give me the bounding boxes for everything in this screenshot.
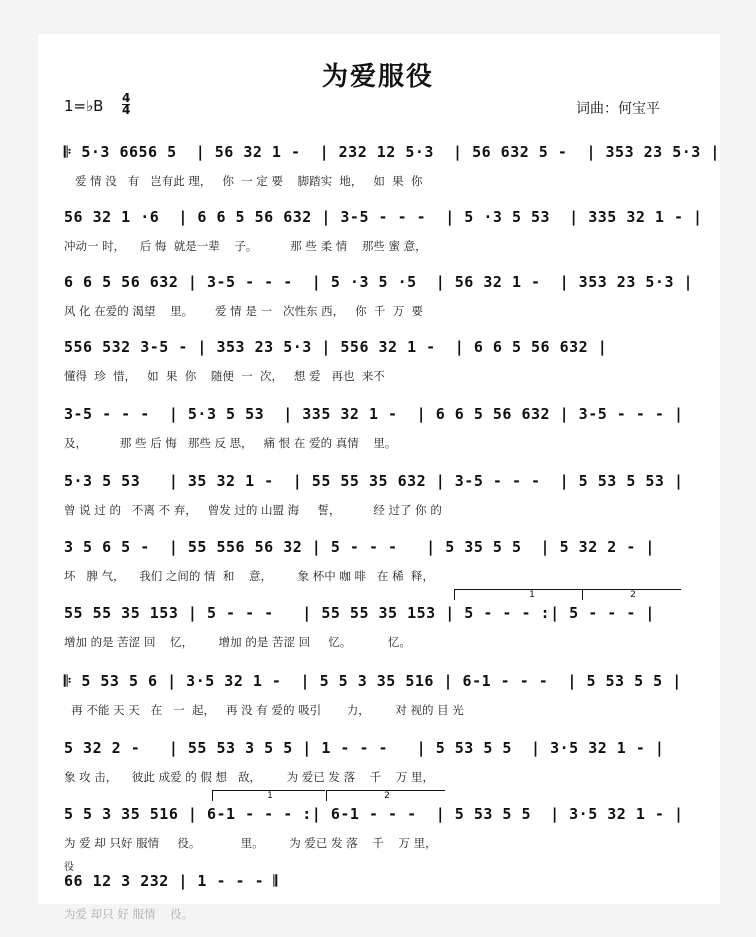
notation-line: 5 5 3 35 516 | 6-1 - - - :| 6-1 - - - | 5 53 5 5 | 3·5 32 1 - | [64, 805, 684, 823]
carryover-lyric: 役 [64, 862, 74, 873]
volta-bracket-2: 2 [582, 589, 681, 600]
lyricist-composer-credit: 词曲：何宝平 [576, 101, 660, 117]
notation-line: 𝄆 5 53 5 6 | 3·5 32 1 - | 5 5 3 35 516 | 6-1 - - - | 5 53 5 5 | [64, 672, 682, 690]
lyric-line: 为爱 却只 好 服情 役。 [64, 907, 194, 921]
volta-bracket-1: 1 [454, 589, 607, 600]
lyric-line: 及， 那 些 后 悔 那些 反 思， 痛 恨 在 爱的 真情 里。 [64, 436, 397, 450]
lyric-line: 曾 说 过 的 不离 不 弃， 曾发 过的 山盟 海 誓， 经 过了 你 的 [64, 503, 442, 517]
notation-line: 66 12 3 232 | 1 - - - 𝄂 [64, 872, 278, 890]
lyric-line: 为 爱 却 只好 服情 役。 里。 为 爱已 发 落 千 万 里， [64, 836, 437, 850]
volta-bracket-1: 1 [212, 790, 325, 801]
volta-bracket-2: 2 [326, 790, 445, 801]
lyric-line: 风 化 在爱的 渴望 里。 爱 情 是 一 次性东 西， 你 千 万 要 [64, 304, 424, 318]
lyric-line: 增加 的是 苦涩 回 忆， 增加 的是 苦涩 回 忆。 忆。 [64, 635, 411, 649]
lyric-line: 懂得 珍 惜， 如 果 你 随便 一 次， 想 爱 再也 来不 [64, 369, 385, 383]
meter-top: 4 [122, 91, 131, 105]
notation-line: 55 55 35 153 | 5 - - - | 55 55 35 153 | 5 - - - :| 5 - - - | [64, 604, 655, 622]
time-signature [122, 93, 130, 116]
notation-line: 5 32 2 - | 55 53 3 5 5 | 1 - - - | 5 53 5 5 | 3·5 32 1 - | [64, 739, 665, 757]
key-signature: 1=♭B [64, 97, 104, 115]
song-title: 为爱服役 [321, 62, 434, 92]
notation-line: 56 32 1 ·6 | 6 6 5 56 632 | 3-5 - - - | 5 ·3 5 53 | 335 32 1 - | [64, 208, 703, 226]
lyric-line: 冲动一 时， 后 悔 就是一辈 子。 那 些 柔 情 那些 蜜 意， [64, 239, 427, 253]
lyric-line: 再 不能 天 天 在 一 起， 再 没 有 爱的 吸引 力， 对 视的 目 光 [64, 703, 464, 717]
notation-line: 556 532 3-5 - | 353 23 5·3 | 556 32 1 - | 6 6 5 56 632 | [64, 338, 608, 356]
notation-line: 𝄆 5·3 6656 5 | 56 32 1 - | 232 12 5·3 | 56 632 5 - | 353 23 5·3 | [64, 143, 720, 161]
lyric-line: 象 攻 击， 彼此 成爱 的 假 想 敌， 为 爱已 发 落 千 万 里， [64, 770, 434, 784]
lyric-line: 坏 脾 气， 我们 之间的 情 和 意， 象 杯中 咖 啡 在 稀 释， [64, 569, 434, 583]
notation-line: 3 5 6 5 - | 55 556 56 32 | 5 - - - | 5 35 5 5 | 5 32 2 - | [64, 538, 655, 556]
lyric-line: 爱 情 没 有 岂有此 理， 你 一 定 要 脚踏实 地， 如 果 你 [64, 174, 423, 188]
notation-line: 5·3 5 53 | 35 32 1 - | 55 55 35 632 | 3-5 - - - | 5 53 5 53 | [64, 472, 684, 490]
notation-line: 3-5 - - - | 5·3 5 53 | 335 32 1 - | 6 6 5 56 632 | 3-5 - - - | [64, 405, 684, 423]
notation-line: 6 6 5 56 632 | 3-5 - - - | 5 ·3 5 ·5 | 56 32 1 - | 353 23 5·3 | [64, 273, 694, 291]
meter-bottom: 4 [122, 103, 131, 117]
